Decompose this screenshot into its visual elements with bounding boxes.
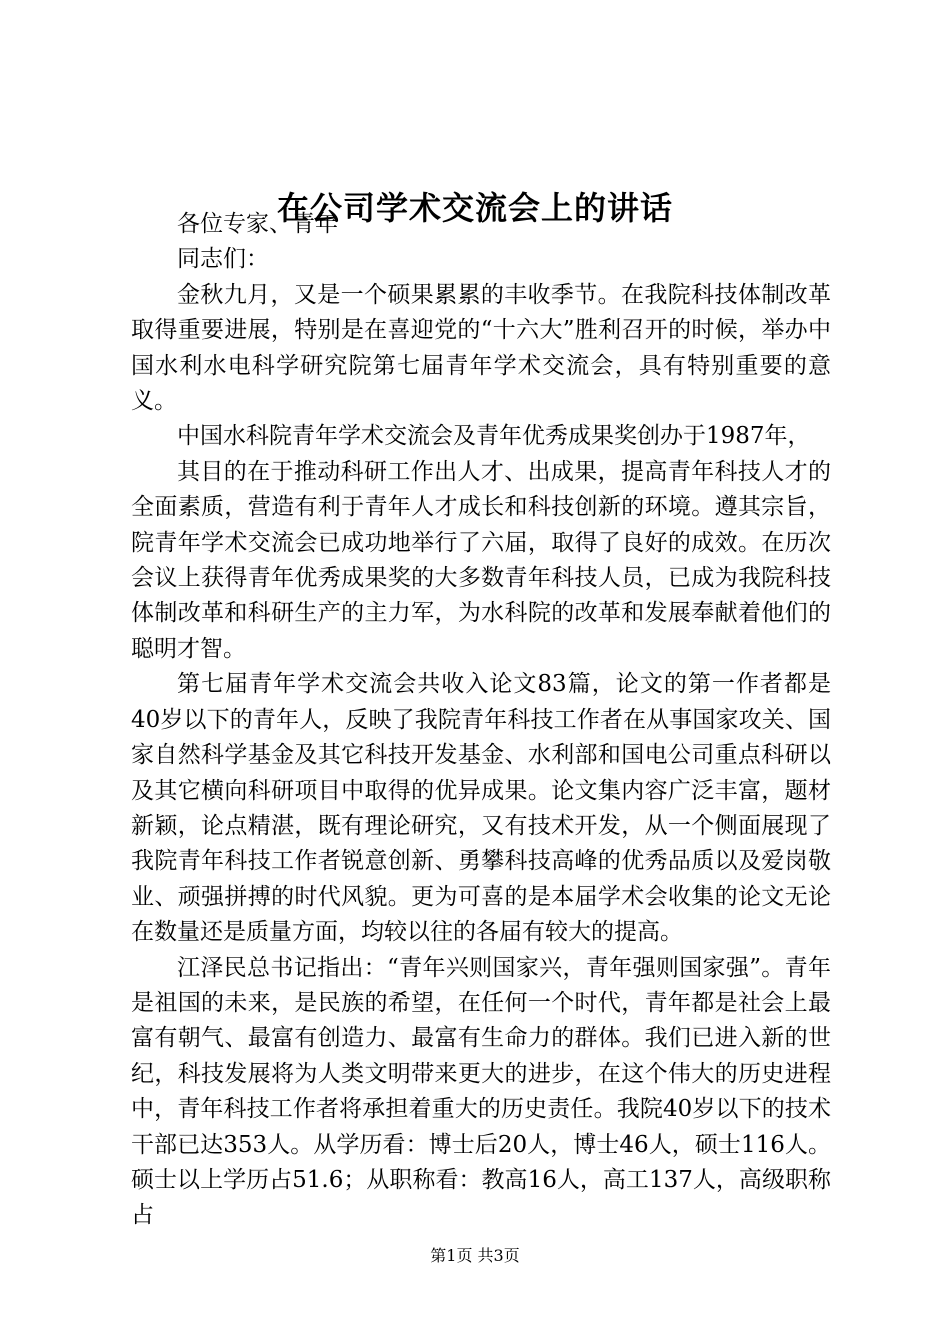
salutation-line-2: 同志们： — [177, 246, 269, 273]
document-title: 在公司学术交流会上的讲话 — [276, 189, 673, 227]
paragraph-5: 江泽民总书记指出：“青年兴则国家兴，青年强则国家强”。青年是祖国的未来，是民族的希望，在任何一个时代，青年都是社会上最富有朝气、最富有创造力、最富有生命力的群体。我们已进入新的世纪，科技发展将为人类文明带来更大的进步，在这个伟大的历史进程中，青年科技工作者将承担着重大的历史责任。我院40岁以下的技术干部已达353人。从学历看：博士后20人，博士46人，硕士116人。硕士以上学历占51.6；从职称看：教高16人，高工137人，高级职称占 — [131, 954, 831, 1229]
paragraph-3: 其目的在于推动科研工作出人才、出成果，提高青年科技人才的全面素质，营造有利于青年人才成长和科技创新的环境。遵其宗旨，院青年学术交流会已成功地举行了六届，取得了良好的成效。在历次会议上获得青年优秀成果奖的大多数青年科技人员，已成为我院科技体制改革和科研生产的主力军，为水科院的改革和发展奉献着他们的聪明才智。 — [131, 458, 831, 662]
salutation-line-1: 各位专家、青年 — [177, 211, 338, 237]
paragraph-2: 中国水科院青年学术交流会及青年优秀成果奖创办于1987年， — [177, 423, 811, 450]
paragraph-4: 第七届青年学术交流会共收入论文83篇，论文的第一作者都是40岁以下的青年人，反映了我院青年科技工作者在从事国家攻关、国家自然科学基金及其它科技开发基金、水利部和国电公司重点科研以及其它横向科研项目中取得的优异成果。论文集内容广泛丰富，题材新颖，论点精湛，既有理论研究，又有技术开发，从一个侧面展现了我院青年科技工作者锐意创新、勇攀科技高峰的优秀品质以及爱岗敬业、顽强拼搏的时代风貌。更为可喜的是本届学术会收集的论文无论在数量还是质量方面，均较以往的各届有较大的提高。 — [131, 671, 831, 946]
paragraph-1: 金秋九月，又是一个硕果累累的丰收季节。在我院科技体制改革取得重要进展，特别是在喜迎党的“十六大”胜利召开的时候，举办中国水利水电科学研究院第七届青年学术交流会，具有特别重要的意义。 — [131, 281, 831, 415]
page-footer: 第1页 共3页 — [430, 1246, 520, 1265]
document-body — [131, 207, 831, 1234]
